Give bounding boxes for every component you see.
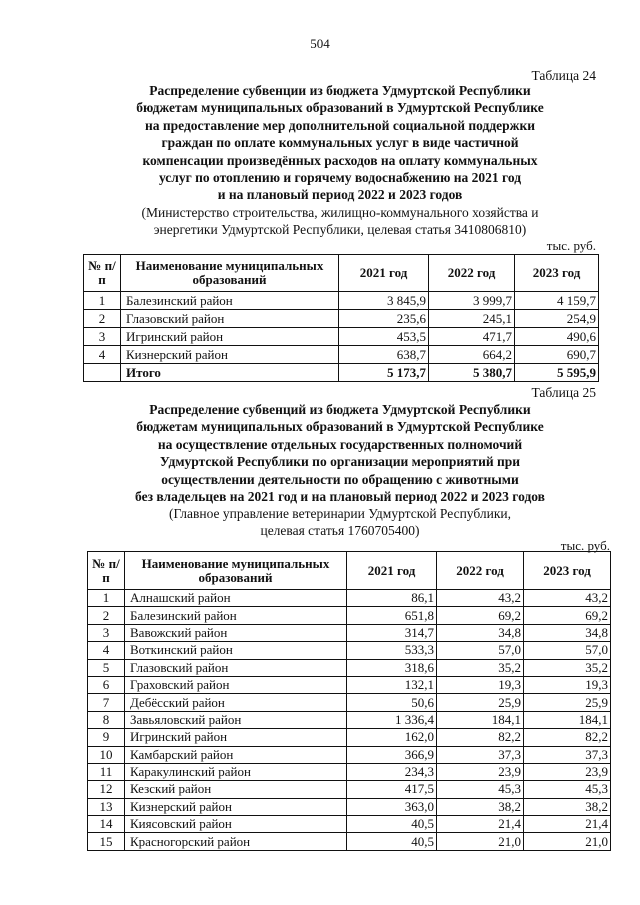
row-2021: 3 845,9	[339, 292, 429, 310]
header-num: № п/п	[84, 255, 121, 292]
header-2022: 2022 год	[437, 552, 524, 590]
row-2021: 40,5	[347, 833, 437, 850]
row-2021: 40,5	[347, 816, 437, 833]
header-2022: 2022 год	[429, 255, 515, 292]
header-2023: 2023 год	[515, 255, 599, 292]
table-25-units: тыс. руб.	[560, 538, 610, 553]
header-2021: 2021 год	[339, 255, 429, 292]
row-name: Глазовский район	[125, 659, 347, 676]
header-name: Наименование муниципальных образований	[125, 552, 347, 590]
total-2023: 5 595,9	[515, 364, 599, 382]
row-2022: 23,9	[437, 763, 524, 780]
row-num: 1	[84, 292, 121, 310]
row-2021: 366,9	[347, 746, 437, 763]
row-2023: 37,3	[524, 746, 611, 763]
row-2022: 69,2	[437, 607, 524, 624]
row-name: Балезинский район	[125, 607, 347, 624]
row-2023: 25,9	[524, 694, 611, 711]
row-2022: 471,7	[429, 328, 515, 346]
row-2021: 651,8	[347, 607, 437, 624]
table-row	[88, 833, 611, 850]
row-2022: 35,2	[437, 659, 524, 676]
total-label: Итого	[121, 364, 339, 382]
row-num: 13	[88, 798, 125, 815]
table-row	[84, 346, 599, 364]
row-2022: 3 999,7	[429, 292, 515, 310]
header-num: № п/п	[88, 552, 125, 590]
row-2022: 37,3	[437, 746, 524, 763]
table-row	[88, 798, 611, 815]
row-2021: 318,6	[347, 659, 437, 676]
table-row	[88, 711, 611, 728]
table-row	[88, 624, 611, 641]
row-2023: 19,3	[524, 676, 611, 693]
row-name: Кизнерский район	[121, 346, 339, 364]
row-num: 10	[88, 746, 125, 763]
row-2021: 162,0	[347, 729, 437, 746]
row-2022: 245,1	[429, 310, 515, 328]
total-2021: 5 173,7	[339, 364, 429, 382]
row-num: 1	[88, 590, 125, 607]
header-2021: 2021 год	[347, 552, 437, 590]
row-num: 8	[88, 711, 125, 728]
row-name: Дебёсский район	[125, 694, 347, 711]
header-name: Наименование муниципальных образований	[121, 255, 339, 292]
row-2023: 490,6	[515, 328, 599, 346]
table-25-title: Распределение субвенций из бюджета Удмуртской Республики бюджетам муниципальных образований в Удмуртской Республике на осуществление отдельных государственных полномочий Удмуртской Республики по организации мероприятий при осуществлении деятельности по обращению с животными без владельцев на 2021 год и на плановый период 2022 и 2023 годов	[135, 402, 545, 505]
row-name: Алнашский район	[125, 590, 347, 607]
row-2021: 638,7	[339, 346, 429, 364]
row-name: Камбарский район	[125, 746, 347, 763]
table-row	[88, 676, 611, 693]
table-24-subtitle: (Министерство строительства, жилищно-коммунального хозяйства и энергетики Удмуртской Республики, целевая статья 3410806810)	[141, 205, 539, 238]
table-25	[87, 551, 611, 851]
row-num: 4	[84, 346, 121, 364]
page-number: 504	[310, 36, 330, 51]
row-2022: 57,0	[437, 642, 524, 659]
table-row	[88, 729, 611, 746]
row-2022: 34,8	[437, 624, 524, 641]
row-num: 11	[88, 763, 125, 780]
table-24-title: Распределение субвенции из бюджета Удмуртской Республики бюджетам муниципальных образований в Удмуртской Республике на предоставление мер дополнительной социальной поддержки граждан по оплате коммунальных услуг в виде частичной компенсации произведённых расходов на оплату коммунальных услуг по отоплению и горячему водоснабжению на 2021 год и на плановый период 2022 и 2023 годов	[136, 83, 544, 203]
row-2022: 664,2	[429, 346, 515, 364]
table-total-row	[84, 364, 599, 382]
table-row	[88, 816, 611, 833]
table-row	[88, 746, 611, 763]
table-24-units: тыс. руб.	[546, 238, 596, 253]
table-24-label: Таблица 24	[531, 68, 596, 83]
row-2022: 184,1	[437, 711, 524, 728]
row-2023: 38,2	[524, 798, 611, 815]
row-num: 6	[88, 676, 125, 693]
row-2021: 417,5	[347, 781, 437, 798]
row-2021: 235,6	[339, 310, 429, 328]
row-num: 15	[88, 833, 125, 850]
row-2022: 25,9	[437, 694, 524, 711]
row-num: 5	[88, 659, 125, 676]
row-2022: 21,0	[437, 833, 524, 850]
row-2022: 43,2	[437, 590, 524, 607]
row-name: Игринский район	[121, 328, 339, 346]
row-name: Завьяловский район	[125, 711, 347, 728]
row-2021: 453,5	[339, 328, 429, 346]
row-2021: 363,0	[347, 798, 437, 815]
row-2023: 57,0	[524, 642, 611, 659]
row-2023: 254,9	[515, 310, 599, 328]
row-2023: 23,9	[524, 763, 611, 780]
row-2021: 86,1	[347, 590, 437, 607]
table-row	[84, 292, 599, 310]
row-2023: 45,3	[524, 781, 611, 798]
row-2021: 1 336,4	[347, 711, 437, 728]
table-header-row	[88, 552, 611, 590]
row-2021: 533,3	[347, 642, 437, 659]
row-name: Граховский район	[125, 676, 347, 693]
row-2022: 82,2	[437, 729, 524, 746]
row-2023: 21,0	[524, 833, 611, 850]
row-num: 4	[88, 642, 125, 659]
total-2022: 5 380,7	[429, 364, 515, 382]
row-num: 2	[84, 310, 121, 328]
row-2023: 82,2	[524, 729, 611, 746]
table-header-row	[84, 255, 599, 292]
row-name: Киясовский район	[125, 816, 347, 833]
row-num: 14	[88, 816, 125, 833]
row-name: Каракулинский район	[125, 763, 347, 780]
row-2023: 21,4	[524, 816, 611, 833]
row-2021: 314,7	[347, 624, 437, 641]
row-num: 12	[88, 781, 125, 798]
row-num: 7	[88, 694, 125, 711]
total-num	[84, 364, 121, 382]
row-num: 2	[88, 607, 125, 624]
table-row	[84, 328, 599, 346]
header-2023: 2023 год	[524, 552, 611, 590]
table-25-subtitle: (Главное управление ветеринарии Удмуртской Республики, целевая статья 1760705400)	[168, 506, 512, 539]
row-name: Вавожский район	[125, 624, 347, 641]
row-2021: 132,1	[347, 676, 437, 693]
row-name: Балезинский район	[121, 292, 339, 310]
table-row	[88, 590, 611, 607]
row-2022: 38,2	[437, 798, 524, 815]
row-2022: 21,4	[437, 816, 524, 833]
row-name: Красногорский район	[125, 833, 347, 850]
row-2021: 50,6	[347, 694, 437, 711]
row-2023: 34,8	[524, 624, 611, 641]
row-num: 9	[88, 729, 125, 746]
table-row	[88, 763, 611, 780]
table-row	[88, 694, 611, 711]
row-2023: 35,2	[524, 659, 611, 676]
table-row	[88, 642, 611, 659]
table-row	[88, 781, 611, 798]
row-2023: 4 159,7	[515, 292, 599, 310]
row-name: Кизнерский район	[125, 798, 347, 815]
row-num: 3	[88, 624, 125, 641]
row-2022: 19,3	[437, 676, 524, 693]
table-25-label: Таблица 25	[531, 385, 596, 400]
row-num: 3	[84, 328, 121, 346]
row-2023: 690,7	[515, 346, 599, 364]
table-row	[88, 607, 611, 624]
row-2021: 234,3	[347, 763, 437, 780]
row-2023: 69,2	[524, 607, 611, 624]
row-name: Кезский район	[125, 781, 347, 798]
row-2023: 184,1	[524, 711, 611, 728]
table-row	[88, 659, 611, 676]
row-name: Игринский район	[125, 729, 347, 746]
table-24	[83, 254, 599, 382]
table-row	[84, 310, 599, 328]
row-name: Воткинский район	[125, 642, 347, 659]
row-2022: 45,3	[437, 781, 524, 798]
row-name: Глазовский район	[121, 310, 339, 328]
row-2023: 43,2	[524, 590, 611, 607]
